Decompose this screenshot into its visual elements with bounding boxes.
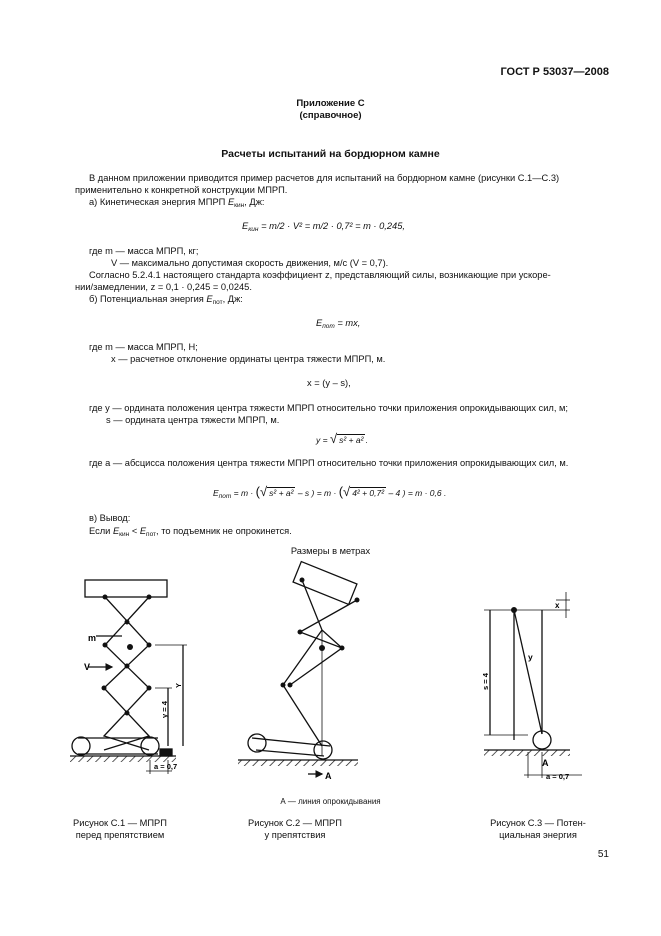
- where-m-1: где m — масса МПРП, кг;: [89, 246, 199, 256]
- where-x: x — расчетное отклонение ординаты центра тяжести МПРП, м.: [111, 354, 386, 364]
- wheel-right: [141, 737, 159, 755]
- caption-fig-c3-line2: циальная энергия: [499, 830, 577, 840]
- intro-line-1: В данном приложении приводится пример расчетов для испытаний на бордюрном камне (рисунки С.1—С.3): [89, 173, 560, 183]
- legend-tipping-line: А — линия опрокидывания: [280, 797, 381, 806]
- where-s: s — ордината центра тяжести МПРП, м.: [106, 415, 280, 425]
- page-number: 51: [597, 849, 609, 860]
- figure-c2: [238, 562, 358, 774]
- fig3-dim-a: a = 0,7: [546, 772, 570, 781]
- section-title: Расчеты испытаний на бордюрном камне: [221, 148, 440, 160]
- where-V: V — максимально допустимая скорость движения, м/с (V = 0,7).: [111, 258, 389, 268]
- accord-line-2: нии/замедлении, z = 0,1 · 0,245 = 0,0245.: [75, 282, 252, 292]
- fig3-label-a: A: [542, 758, 549, 768]
- fig3-dim-s: s = 4: [481, 673, 490, 690]
- formula-y: y = √ s² + a² .: [316, 431, 368, 446]
- figure-c1-joints: [102, 595, 152, 716]
- fig1-label-m: m: [88, 633, 97, 643]
- formula-kinetic: $E_{кин} = m/2 \cdot V^2 = m/2 \cdot 0,7^2 = m \cdot 0,245$,: [242, 221, 405, 233]
- fig1-label-v: V: [84, 662, 91, 672]
- formula-x: x = (y – s),: [307, 378, 351, 388]
- caption-fig-c2-line1: Рисунок С.2 — МПРП: [248, 818, 342, 828]
- platform: [85, 580, 167, 597]
- formula-potential-full: $E_{пот} = m$ · (√ s² + a² – s ) = m · (√ 4² + 0,7² – 4 ) = m · 0,6 .: [213, 484, 447, 500]
- accord-line-1: Согласно 5.2.4.1 настоящего стандарта коэффициент z, представляющий силы, возникающие при ускоре-: [89, 270, 551, 280]
- caption-fig-c1-line1: Рисунок С.1 — МПРП: [73, 818, 167, 828]
- appendix-title: Приложение С: [296, 98, 365, 109]
- conclusion-label: в) Вывод:: [89, 513, 131, 523]
- formula-potential: $E_{пот}$ = mx,: [316, 318, 361, 330]
- dimensions-note: Размеры в метрах: [290, 546, 371, 556]
- caption-fig-c3-line1: Рисунок С.3 — Потен-: [490, 818, 586, 828]
- fig3-label-x: x: [555, 601, 560, 610]
- caption-fig-c1-line2: перед препятствием: [75, 830, 165, 840]
- intro-line-2: применительно к конкретной конструкции МПРП.: [75, 185, 288, 195]
- fig2-label-a: A: [325, 771, 332, 781]
- fig1-dim-Y: Y: [174, 682, 183, 688]
- fig3-label-y: y: [528, 652, 533, 662]
- ground-hatch: [238, 760, 358, 766]
- fig1-dim-a: a = 0,7: [154, 762, 178, 771]
- document-id: ГОСТ Р 53037—2008: [500, 66, 609, 78]
- appendix-subtitle: (справочное): [299, 110, 362, 121]
- where-m-2: где m — масса МПРП, Н;: [89, 342, 198, 352]
- scissor-arms: [283, 580, 357, 746]
- figure-c1: [70, 580, 187, 774]
- item-b: б) Потенциальная энергия $E_{пот}$, Дж:: [89, 294, 243, 306]
- figures-drawing: [0, 560, 661, 800]
- wheel-left: [72, 737, 90, 755]
- fig1-dim-y: y = 4: [160, 701, 169, 718]
- item-a: а) Кинетическая энергия МПРП $E_{кин}$, Дж:: [89, 197, 265, 209]
- figure-c3: [484, 592, 582, 778]
- where-a: где a — абсцисса положения центра тяжести МПРП относительно точки приложения опрокидывающих сил, м.: [89, 458, 569, 468]
- where-y: где y — ордината положения центра тяжести МПРП относительно точки приложения опрокидывающих сил, м;: [89, 403, 568, 413]
- caption-fig-c2-line2: у препятствия: [264, 830, 326, 840]
- conclusion-text: Если $E_{кин} < E_{пот}$, то подъемник не опрокинется.: [89, 526, 292, 538]
- curb: [160, 749, 172, 756]
- wheel-left: [248, 734, 266, 752]
- ground-hatch: [484, 750, 570, 756]
